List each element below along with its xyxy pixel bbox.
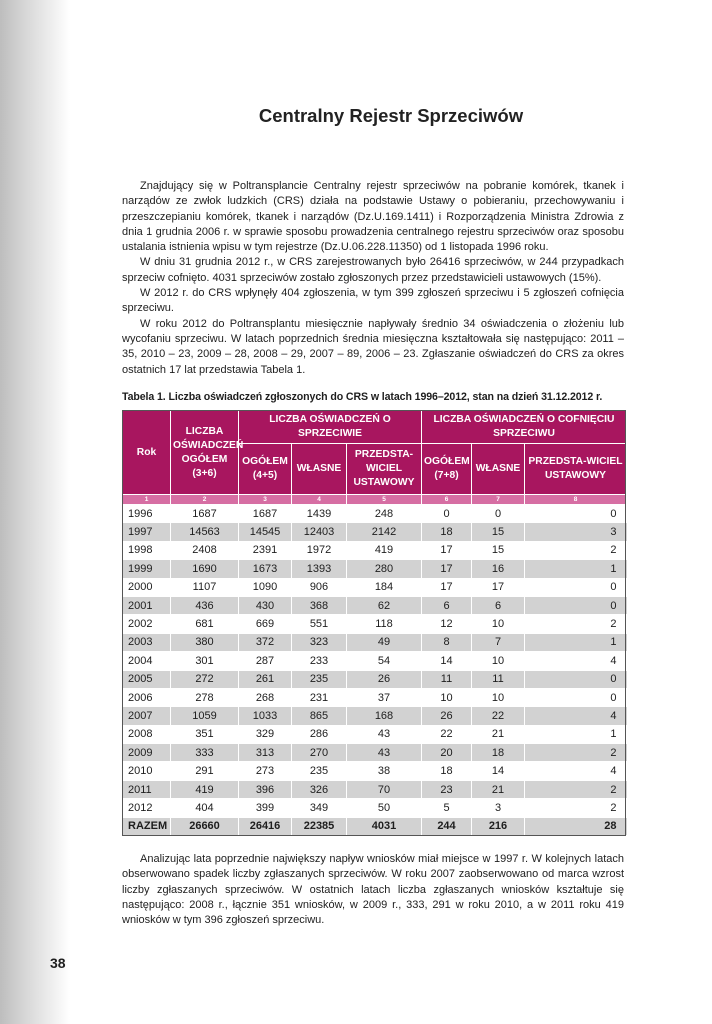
table-cell: 3 — [472, 799, 525, 817]
table-cell: 261 — [239, 670, 292, 688]
table-cell: 11 — [472, 670, 525, 688]
table-cell: 10 — [472, 688, 525, 706]
table-cell: 4031 — [347, 817, 422, 835]
table-row — [123, 707, 627, 725]
column-number: 8 — [525, 495, 627, 505]
table-cell: 233 — [292, 652, 347, 670]
table-cell: 11 — [422, 670, 472, 688]
table-cell: 0 — [422, 505, 472, 523]
table-row — [123, 725, 627, 743]
table-row — [123, 762, 627, 780]
header-przedstawiciel-sprzeciw: PRZEDSTA-WICIEL USTAWOWY — [347, 444, 422, 495]
intro-paragraph: W roku 2012 do Poltransplantu miesięcznie napływały średnio 34 oświadczenia o złożeniu lub wycofaniu sprzeciwu. W latach poprzednich średnia miesięczna kształtowała się następująco: 2011 – 35, 2010 – 23, 2009 – 28, 2008 – 29, 2007 – 89, 2006 – 23. Zgłaszanie oświadczeń do CRS za okres ostatnich 17 lat przedstawia Tabela 1. — [122, 317, 624, 376]
table-cell: 2003 — [123, 633, 171, 651]
table-cell: 235 — [292, 670, 347, 688]
table-cell: 1687 — [171, 505, 239, 523]
table-cell: 49 — [347, 633, 422, 651]
table-cell: 3 — [525, 523, 627, 541]
table-cell: 26 — [422, 707, 472, 725]
table-cell: 0 — [525, 596, 627, 614]
table-cell: 118 — [347, 615, 422, 633]
table-cell: 0 — [525, 688, 627, 706]
table-cell: 1690 — [171, 560, 239, 578]
table-cell: 2006 — [123, 688, 171, 706]
table-cell: 2 — [525, 780, 627, 798]
table-row — [123, 633, 627, 651]
table-cell: 2007 — [123, 707, 171, 725]
table-cell: 1972 — [292, 541, 347, 559]
table-cell: 419 — [347, 541, 422, 559]
table-cell: 10 — [472, 652, 525, 670]
table-cell: 17 — [422, 560, 472, 578]
table-cell: 268 — [239, 688, 292, 706]
table-cell: 368 — [292, 596, 347, 614]
table-cell: 6 — [422, 596, 472, 614]
table-cell: 0 — [472, 505, 525, 523]
table-cell: 244 — [422, 817, 472, 835]
table-cell: 12 — [422, 615, 472, 633]
table-cell: 2008 — [123, 725, 171, 743]
table-cell: 4 — [525, 652, 627, 670]
table-cell: 1033 — [239, 707, 292, 725]
table-cell: 14545 — [239, 523, 292, 541]
table-cell: 62 — [347, 596, 422, 614]
table-cell: 278 — [171, 688, 239, 706]
table-cell: 18 — [422, 762, 472, 780]
table-cell: 2002 — [123, 615, 171, 633]
table-cell: 1 — [525, 633, 627, 651]
table-cell: 1998 — [123, 541, 171, 559]
table-cell: 1997 — [123, 523, 171, 541]
table-caption: Tabela 1. Liczba oświadczeń zgłoszonych do CRS w latach 1996–2012, stan na dzień 31.12.2012 r. — [122, 391, 603, 403]
table-cell: 10 — [422, 688, 472, 706]
table-cell: 54 — [347, 652, 422, 670]
analysis-paragraph: Analizując lata poprzednie największy napływ wniosków miał miejsce w 1997 r. W kolejnych latach obserwowano spadek liczby zgłaszanych sprzeciwów. W roku 2007 zaobserwowano od marca wzrost liczby zgłaszanych sprzeciwów. W ostatnich latach liczba zgłaszanych wniosków kształtuje się następująco: 2008 r., łącznie 351 wniosków, w 2009 r., 333, 291 w roku 2010, a w 2011 roku 419 wniosków w tym 396 zgłoszeń sprzeciwu. — [122, 853, 624, 927]
table-cell: 18 — [472, 744, 525, 762]
table-cell: 231 — [292, 688, 347, 706]
table-cell: 396 — [239, 780, 292, 798]
table-cell: 1107 — [171, 578, 239, 596]
column-number: 5 — [347, 495, 422, 505]
table-cell: 20 — [422, 744, 472, 762]
table-cell: 1 — [525, 725, 627, 743]
table-cell: 26660 — [171, 817, 239, 835]
table-cell: 681 — [171, 615, 239, 633]
table-cell: 0 — [525, 670, 627, 688]
table-cell: 15 — [472, 523, 525, 541]
table-cell: 372 — [239, 633, 292, 651]
table-cell: 2000 — [123, 578, 171, 596]
table-cell: 323 — [292, 633, 347, 651]
table-cell: 18 — [422, 523, 472, 541]
table-cell: 1059 — [171, 707, 239, 725]
table-cell: 2142 — [347, 523, 422, 541]
table-cell: 1393 — [292, 560, 347, 578]
table-cell: 273 — [239, 762, 292, 780]
column-number-row — [123, 495, 627, 505]
table-cell: 1 — [525, 560, 627, 578]
table-cell: 436 — [171, 596, 239, 614]
table-cell: 669 — [239, 615, 292, 633]
table-row — [123, 541, 627, 559]
table-cell: 2 — [525, 541, 627, 559]
table-cell: 37 — [347, 688, 422, 706]
table-cell: 286 — [292, 725, 347, 743]
header-wlasne-cofniecie: WŁASNE — [472, 444, 525, 495]
table-cell: 28 — [525, 817, 627, 835]
table-cell: 270 — [292, 744, 347, 762]
table-cell: 7 — [472, 633, 525, 651]
table-cell: 2001 — [123, 596, 171, 614]
table-cell: 2 — [525, 799, 627, 817]
table-cell: 1673 — [239, 560, 292, 578]
table-cell: 17 — [422, 541, 472, 559]
table-cell: 1999 — [123, 560, 171, 578]
table-cell: 291 — [171, 762, 239, 780]
table-row — [123, 780, 627, 798]
table-cell: 38 — [347, 762, 422, 780]
table-cell: 2005 — [123, 670, 171, 688]
table-cell: 248 — [347, 505, 422, 523]
table-cell: 21 — [472, 725, 525, 743]
table-cell: 43 — [347, 744, 422, 762]
table-row — [123, 799, 627, 817]
declarations-table — [122, 410, 627, 836]
table-cell: 21 — [472, 780, 525, 798]
table-cell: 2010 — [123, 762, 171, 780]
header-group-cofniecie: LICZBA OŚWIADCZEŃ O COFNIĘCIU SPRZECIWU — [422, 411, 627, 444]
table-cell: 15 — [472, 541, 525, 559]
table-cell: 5 — [422, 799, 472, 817]
table-cell: 2004 — [123, 652, 171, 670]
table-cell: 10 — [472, 615, 525, 633]
table-cell: 2012 — [123, 799, 171, 817]
table-cell: 16 — [472, 560, 525, 578]
table-cell: 2391 — [239, 541, 292, 559]
table-row — [123, 560, 627, 578]
column-number: 7 — [472, 495, 525, 505]
header-ogolem-sprzeciw: OGÓŁEM (4+5) — [239, 444, 292, 495]
table-row — [123, 596, 627, 614]
intro-text — [122, 179, 624, 378]
table-cell: 14 — [472, 762, 525, 780]
page-title: Centralny Rejestr Sprzeciwów — [258, 105, 524, 126]
column-number: 6 — [422, 495, 472, 505]
table-cell: RAZEM — [123, 817, 171, 835]
table-cell: 17 — [422, 578, 472, 596]
header-ogolem-cofniecie: OGÓŁEM (7+8) — [422, 444, 472, 495]
table-row — [123, 578, 627, 596]
header-przedstawiciel-cofniecie: PRZEDSTA-WICIEL USTAWOWY — [525, 444, 627, 495]
table-cell: 280 — [347, 560, 422, 578]
table-cell: 8 — [422, 633, 472, 651]
table-row — [123, 744, 627, 762]
table-cell: 1996 — [123, 505, 171, 523]
table-cell: 2011 — [123, 780, 171, 798]
table-cell: 399 — [239, 799, 292, 817]
header-rok: Rok — [123, 411, 171, 495]
table-body — [123, 505, 627, 836]
table-cell: 22 — [422, 725, 472, 743]
table-row — [123, 615, 627, 633]
table-cell: 329 — [239, 725, 292, 743]
table-cell: 14 — [422, 652, 472, 670]
table-row — [123, 688, 627, 706]
table-cell: 2009 — [123, 744, 171, 762]
table-cell: 2 — [525, 615, 627, 633]
table-row — [123, 670, 627, 688]
table-cell: 22385 — [292, 817, 347, 835]
table-cell: 4 — [525, 762, 627, 780]
table-cell: 43 — [347, 725, 422, 743]
table-cell: 430 — [239, 596, 292, 614]
table-cell: 22 — [472, 707, 525, 725]
table-cell: 70 — [347, 780, 422, 798]
table-cell: 272 — [171, 670, 239, 688]
column-number: 4 — [292, 495, 347, 505]
table-cell: 313 — [239, 744, 292, 762]
table-cell: 17 — [472, 578, 525, 596]
table-cell: 168 — [347, 707, 422, 725]
table-cell: 551 — [292, 615, 347, 633]
table-row — [123, 523, 627, 541]
table-cell: 404 — [171, 799, 239, 817]
header-total: LICZBA OŚWIADCZEŃ OGÓŁEM (3+6) — [171, 411, 239, 495]
table-cell: 184 — [347, 578, 422, 596]
table-cell: 301 — [171, 652, 239, 670]
page-edge-shading — [0, 0, 70, 1024]
table-cell: 26416 — [239, 817, 292, 835]
table-cell: 23 — [422, 780, 472, 798]
column-number: 1 — [123, 495, 171, 505]
table-cell: 50 — [347, 799, 422, 817]
table-cell: 12403 — [292, 523, 347, 541]
table-cell: 6 — [472, 596, 525, 614]
table-cell: 1090 — [239, 578, 292, 596]
table-cell: 14563 — [171, 523, 239, 541]
table-cell: 216 — [472, 817, 525, 835]
column-number: 2 — [171, 495, 239, 505]
table-cell: 326 — [292, 780, 347, 798]
table-cell: 4 — [525, 707, 627, 725]
table-cell: 0 — [525, 505, 627, 523]
table-row — [123, 505, 627, 523]
header-wlasne-sprzeciw: WŁASNE — [292, 444, 347, 495]
page-number: 38 — [50, 955, 66, 971]
table-row — [123, 652, 627, 670]
table-cell: 26 — [347, 670, 422, 688]
table-cell: 333 — [171, 744, 239, 762]
table-cell: 0 — [525, 578, 627, 596]
table-cell: 349 — [292, 799, 347, 817]
table-cell: 351 — [171, 725, 239, 743]
table-cell: 2 — [525, 744, 627, 762]
table-cell: 906 — [292, 578, 347, 596]
table-cell: 287 — [239, 652, 292, 670]
table-cell: 2408 — [171, 541, 239, 559]
table-cell: 1439 — [292, 505, 347, 523]
table-total-row — [123, 817, 627, 835]
table-cell: 419 — [171, 780, 239, 798]
table-cell: 380 — [171, 633, 239, 651]
table-cell: 865 — [292, 707, 347, 725]
intro-paragraph: W 2012 r. do CRS wpłynęły 404 zgłoszenia, w tym 399 zgłoszeń sprzeciwu i 5 zgłoszeń cofnięcia sprzeciwu. — [122, 287, 624, 315]
intro-paragraph: W dniu 31 grudnia 2012 r., w CRS zarejestrowanych było 26416 sprzeciwów, w 244 przypadkach sprzeciw cofnięto. 4031 sprzeciwów zostało zgłoszonych przez przedstawicieli ustawowych (15%). — [122, 256, 624, 284]
table-cell: 235 — [292, 762, 347, 780]
intro-paragraph: Znajdujący się w Poltransplancie Centralny rejestr sprzeciwów na pobranie komórek, tkanek i narządów ze zwłok ludzkich (CRS) działa na podstawie Ustawy o pobieraniu, przechowywaniu i przeszczepianiu komórek, tkanek i narządów (Dz.U.169.1411) i Rozporządzenia Ministra Zdrowia z dnia 1 grudnia 2006 r. w sprawie sposobu prowadzenia centralnego rejestru sprzeciwów oraz sposobu ustalania istnienia wpisu w tym rejestrze (Dz.U.06.228.11350) od 1 listopada 1996 roku. — [122, 180, 624, 254]
table-cell: 1687 — [239, 505, 292, 523]
column-number: 3 — [239, 495, 292, 505]
analysis-text — [122, 852, 624, 928]
header-group-sprzeciw: LICZBA OŚWIADCZEŃ O SPRZECIWIE — [239, 411, 422, 444]
